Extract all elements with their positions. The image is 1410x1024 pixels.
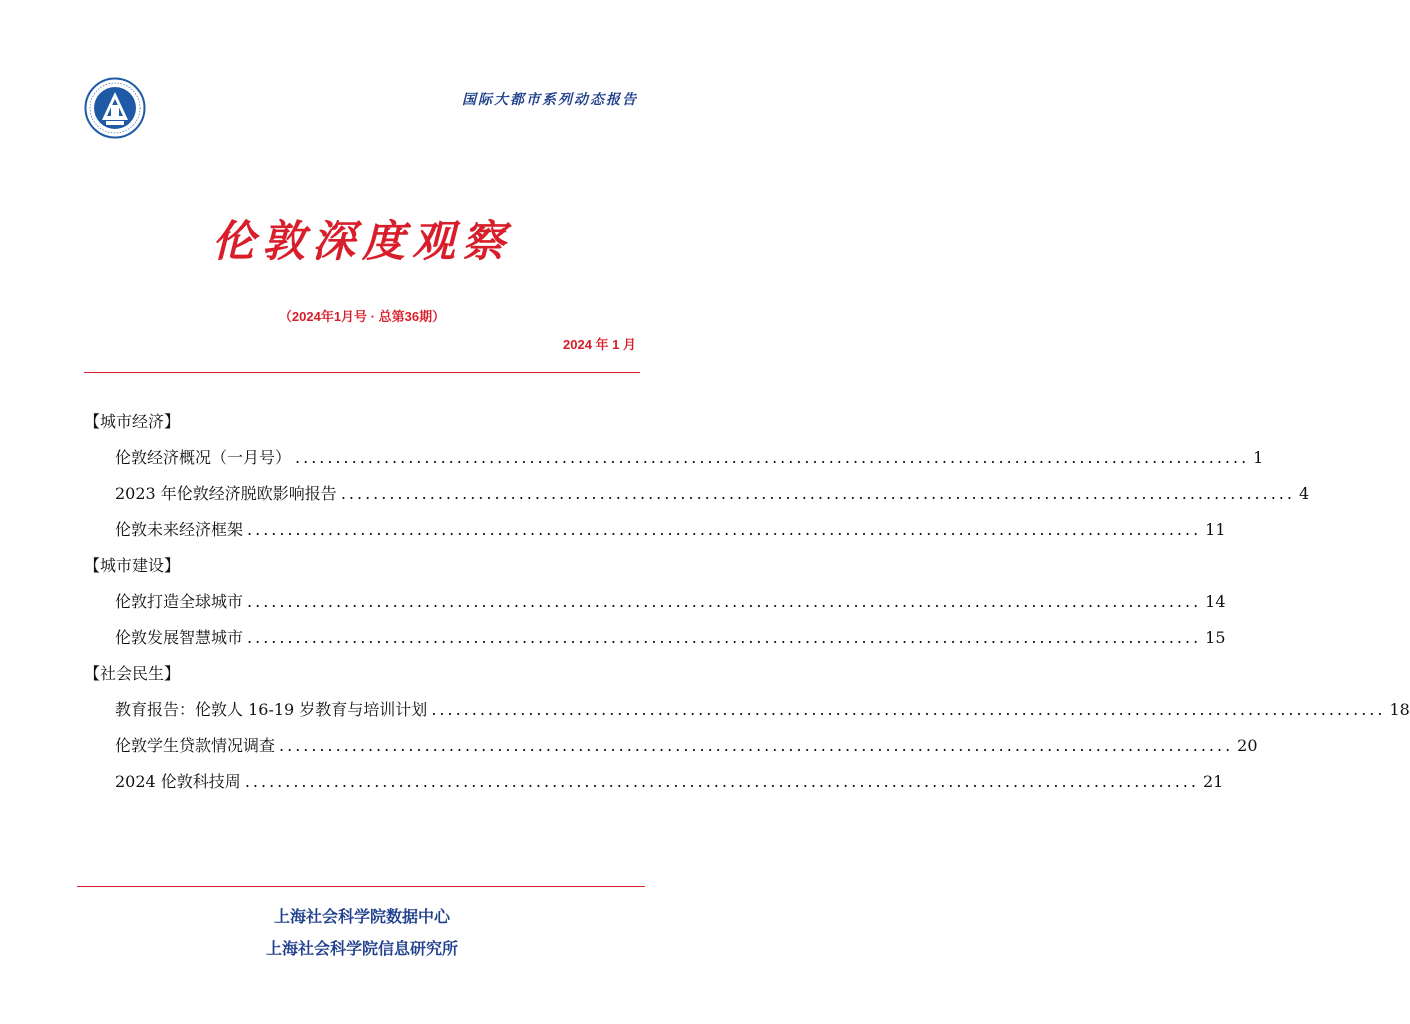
toc-entry-page: 21 — [1202, 772, 1224, 791]
toc-entry-page: 18 — [1389, 700, 1410, 719]
toc-leader-dots: ...................................................................................................................... — [247, 628, 1202, 647]
toc-leader-dots: ...................................................................................................................... — [431, 700, 1386, 719]
toc-entry[interactable] — [115, 728, 1258, 764]
academy-logo-icon — [84, 77, 146, 139]
toc-entry-page: 1 — [1253, 448, 1264, 467]
publisher-information-institute: 上海社会科学院信息研究所 — [265, 941, 458, 958]
toc-entry-title: 伦敦未来经济框架 — [115, 520, 244, 539]
issue-number: （2024年1月号 · 总第36期） — [278, 309, 446, 324]
toc-entry-title: 教育报告：伦敦人 16-19 岁教育与培训计划 — [115, 700, 428, 719]
toc-leader-dots: ...................................................................................................................... — [295, 448, 1250, 467]
toc-entry[interactable] — [115, 512, 1226, 548]
toc-entry-page: 14 — [1205, 592, 1226, 611]
report-title: 伦敦深度观察 — [212, 217, 512, 267]
top-divider — [84, 372, 640, 373]
series-title: 国际大都市系列动态报告 — [462, 92, 638, 108]
toc-entry-page: 15 — [1205, 628, 1226, 647]
toc-entry-page: 4 — [1298, 484, 1310, 503]
toc-entry[interactable] — [115, 620, 1226, 656]
publisher-data-center: 上海社会科学院数据中心 — [273, 909, 450, 926]
toc-leader-dots: ...................................................................................................................... — [247, 520, 1202, 539]
toc-entry[interactable] — [115, 764, 1224, 800]
toc-leader-dots: ...................................................................................................................... — [340, 484, 1295, 503]
toc-section-heading: 【社会民生】 — [84, 664, 181, 683]
toc-entry[interactable] — [115, 440, 1264, 476]
issue-date: 2024 年 1 月 — [563, 337, 636, 352]
toc-entry-page: 11 — [1205, 520, 1226, 539]
toc-entry-title: 伦敦打造全球城市 — [115, 592, 244, 611]
toc-entry-title: 伦敦发展智慧城市 — [115, 628, 244, 647]
toc-entry[interactable] — [115, 692, 1410, 728]
toc-entry-title: 2024 伦敦科技周 — [115, 772, 241, 791]
toc-entry[interactable] — [115, 476, 1310, 512]
toc-entry[interactable] — [115, 584, 1226, 620]
toc-section-heading: 【城市建设】 — [84, 556, 181, 575]
toc-entry-title: 伦敦学生贷款情况调查 — [115, 736, 276, 755]
toc-leader-dots: ...................................................................................................................... — [247, 592, 1202, 611]
toc-leader-dots: ...................................................................................................................... — [279, 736, 1234, 755]
toc-entry-page: 20 — [1237, 736, 1258, 755]
bottom-divider — [77, 886, 645, 887]
toc-leader-dots: ...................................................................................................................... — [244, 772, 1199, 791]
toc-entry-title: 2023 年伦敦经济脱欧影响报告 — [115, 484, 337, 503]
table-of-contents — [84, 404, 1410, 800]
toc-section-heading: 【城市经济】 — [84, 412, 181, 431]
toc-entry-title: 伦敦经济概况（一月号） — [115, 448, 292, 467]
